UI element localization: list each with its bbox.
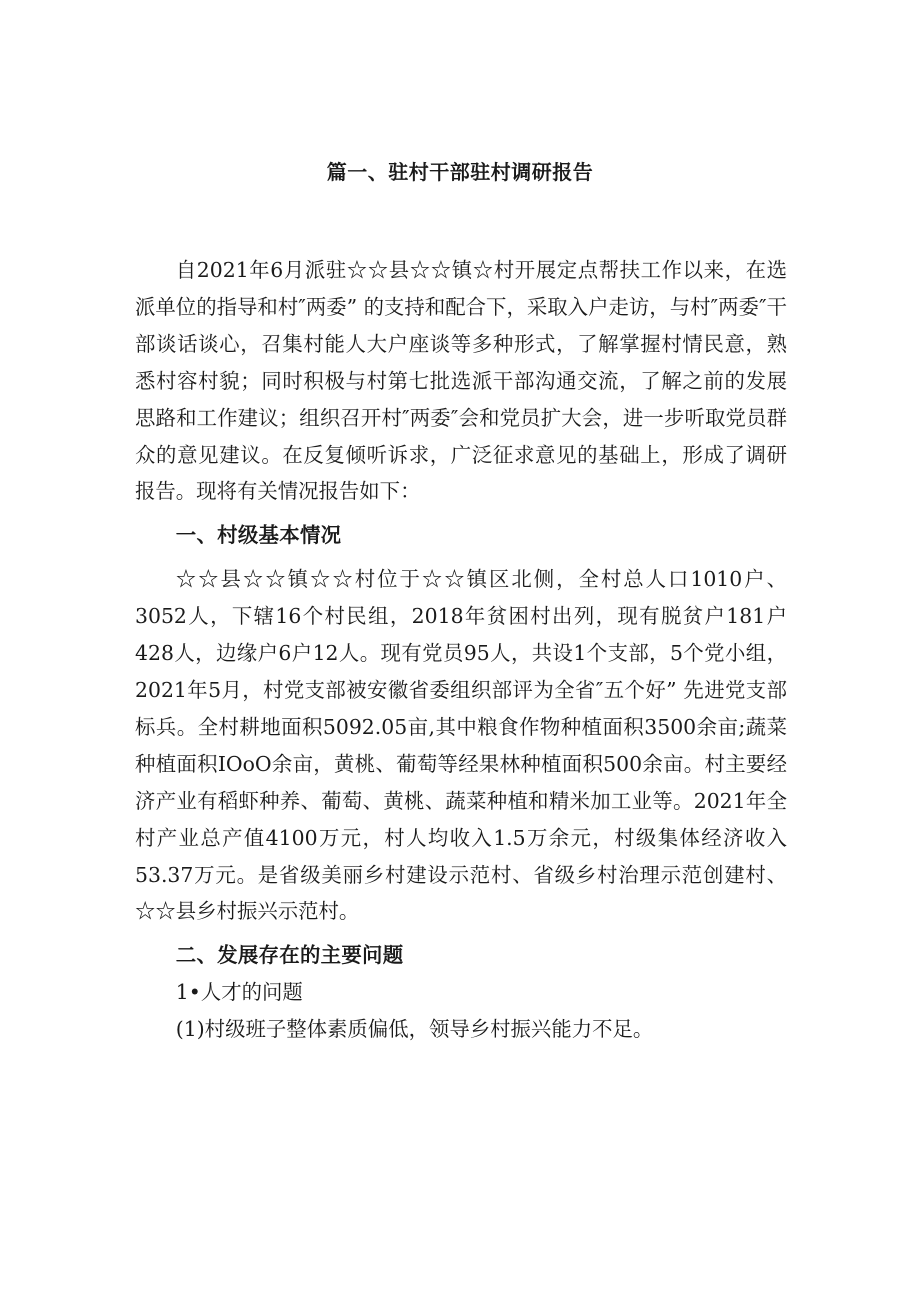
document-title: 篇一、驻村干部驻村调研报告 bbox=[326, 160, 594, 184]
subsection-heading-talent: 1•人才的问题 bbox=[175, 980, 303, 1005]
basic-situation-paragraph: ☆☆县☆☆镇☆☆村位于☆☆镇区北侧，全村总人口1010户、3052人，下辖16个村民组，2018年贫困村出列，现有脱贫户181户428人，边缘户6户12人。现有党员95人，共设1个支部，5个党小组，2021年5月，村党支部被安徽省委组织部评为全省″五个好” 先进党支部标兵。全村耕地面积5092.05亩,其中粮食作物种植面积3500余亩;蔬菜种植面积IOoO余亩，黄桃、葡萄等经果林种植面积500余亩。村主要经济产业有稻虾种养、葡萄、黄桃、蔬菜种植和精米加工业等。2021年全村产业总产值4100万元，村人均收入1.5万余元，村级集体经济收入53.37万元。是省级美丽乡村建设示范村、省级乡村治理示范创建村、☆☆县乡村振兴示范村。 bbox=[135, 567, 787, 924]
document-body bbox=[135, 252, 787, 1048]
intro-paragraph: 自2021年6月派驻☆☆县☆☆镇☆村开展定点帮扶工作以来，在选派单位的指导和村″两委” 的支持和配合下，采取入户走访，与村″两委″干部谈话谈心，召集村能人大户座谈等多种形式，了解掌握村情民意，熟悉村容村貌；同时积极与村第七批选派干部沟通交流，了解之前的发展思路和工作建议；组织召开村″两委″会和党员扩大会，进一步听取党员群众的意见建议。在反复倾听诉求，广泛征求意见的基础上，形成了调研报告。现将有关情况报告如下： bbox=[135, 258, 787, 504]
section-heading-basic-situation: 一、村级基本情况 bbox=[175, 523, 342, 548]
talent-problem-item: (1)村级班子整体素质偏低，领导乡村振兴能力不足。 bbox=[175, 1017, 654, 1042]
section-heading-main-problems: 二、发展存在的主要问题 bbox=[175, 943, 404, 968]
